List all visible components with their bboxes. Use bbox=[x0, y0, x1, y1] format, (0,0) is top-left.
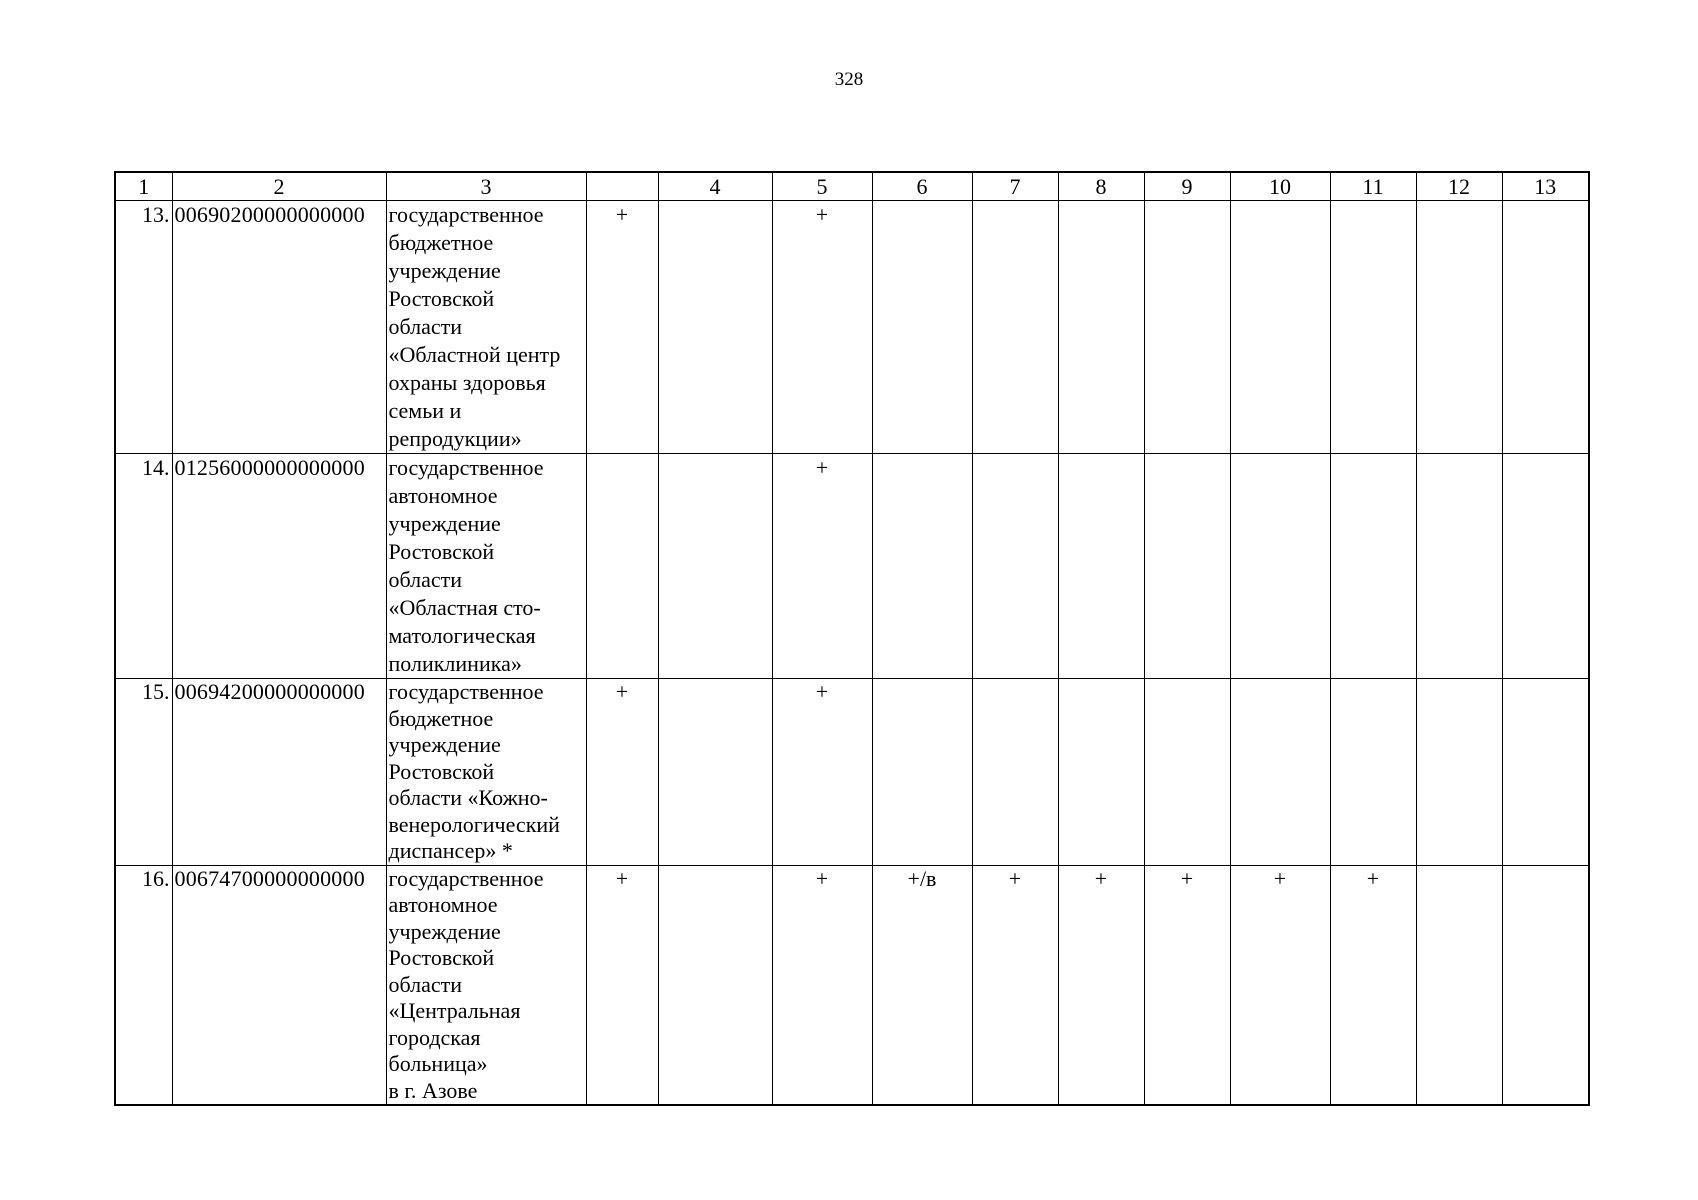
mark-cell: + bbox=[972, 865, 1058, 1105]
mark-cell: + bbox=[586, 201, 658, 454]
row-number: 13. bbox=[115, 201, 172, 454]
mark-cell bbox=[1416, 201, 1502, 454]
column-header: 7 bbox=[972, 172, 1058, 201]
mark-cell bbox=[1416, 679, 1502, 866]
column-header: 5 bbox=[772, 172, 872, 201]
column-header: 8 bbox=[1058, 172, 1144, 201]
mark-cell: + bbox=[1144, 865, 1230, 1105]
row-code: 00674700000000000 bbox=[172, 865, 386, 1105]
mark-cell bbox=[1230, 454, 1330, 679]
mark-cell bbox=[1502, 679, 1589, 866]
column-header bbox=[586, 172, 658, 201]
column-header: 4 bbox=[658, 172, 772, 201]
column-header: 10 bbox=[1230, 172, 1330, 201]
mark-cell: + bbox=[772, 865, 872, 1105]
mark-cell bbox=[658, 679, 772, 866]
mark-cell bbox=[1058, 454, 1144, 679]
mark-cell bbox=[1502, 454, 1589, 679]
mark-cell bbox=[1502, 865, 1589, 1105]
mark-cell: + bbox=[772, 201, 872, 454]
column-header: 2 bbox=[172, 172, 386, 201]
column-header: 6 bbox=[872, 172, 972, 201]
mark-cell bbox=[1230, 679, 1330, 866]
mark-cell: + bbox=[586, 865, 658, 1105]
mark-cell: + bbox=[586, 679, 658, 866]
row-number: 16. bbox=[115, 865, 172, 1105]
mark-cell bbox=[1416, 865, 1502, 1105]
mark-cell bbox=[1416, 454, 1502, 679]
mark-cell bbox=[1058, 201, 1144, 454]
mark-cell bbox=[1058, 679, 1144, 866]
mark-cell: + bbox=[1058, 865, 1144, 1105]
institution-name: государственное бюджетное учреждение Ростовской области «Областной центр охраны здоровья семьи и репродукции» bbox=[386, 201, 586, 454]
mark-cell bbox=[1230, 201, 1330, 454]
mark-cell bbox=[972, 679, 1058, 866]
table-header-row bbox=[115, 172, 1589, 201]
mark-cell bbox=[1330, 454, 1416, 679]
row-number: 14. bbox=[115, 454, 172, 679]
mark-cell bbox=[658, 454, 772, 679]
mark-cell: + bbox=[1230, 865, 1330, 1105]
column-header: 3 bbox=[386, 172, 586, 201]
mark-cell bbox=[872, 201, 972, 454]
row-code: 00694200000000000 bbox=[172, 679, 386, 866]
mark-cell bbox=[1144, 454, 1230, 679]
mark-cell bbox=[1330, 201, 1416, 454]
row-number: 15. bbox=[115, 679, 172, 866]
table-row bbox=[115, 679, 1589, 866]
institution-name: государственное бюджетное учреждение Ростовской области «Кожно- венерологический диспансер» * bbox=[386, 679, 586, 866]
mark-cell bbox=[972, 454, 1058, 679]
mark-cell: + bbox=[1330, 865, 1416, 1105]
table-row bbox=[115, 454, 1589, 679]
column-header: 11 bbox=[1330, 172, 1416, 201]
mark-cell bbox=[658, 865, 772, 1105]
row-code: 00690200000000000 bbox=[172, 201, 386, 454]
column-header: 12 bbox=[1416, 172, 1502, 201]
mark-cell bbox=[1144, 201, 1230, 454]
mark-cell bbox=[658, 201, 772, 454]
mark-cell bbox=[972, 201, 1058, 454]
mark-cell: +/в bbox=[872, 865, 972, 1105]
data-table bbox=[114, 171, 1590, 1106]
table-row bbox=[115, 865, 1589, 1105]
mark-cell bbox=[872, 454, 972, 679]
column-header: 1 bbox=[115, 172, 172, 201]
mark-cell bbox=[1330, 679, 1416, 866]
mark-cell bbox=[1144, 679, 1230, 866]
column-header: 9 bbox=[1144, 172, 1230, 201]
table-row bbox=[115, 201, 1589, 454]
page-number: 328 bbox=[834, 69, 864, 90]
column-header: 13 bbox=[1502, 172, 1589, 201]
institution-name: государственное автономное учреждение Ростовской области «Областная сто- матологическая поликлиника» bbox=[386, 454, 586, 679]
mark-cell: + bbox=[772, 454, 872, 679]
mark-cell bbox=[1502, 201, 1589, 454]
mark-cell bbox=[872, 679, 972, 866]
institution-name: государственное автономное учреждение Ростовской области «Центральная городская больница» в г. Азове bbox=[386, 865, 586, 1105]
row-code: 01256000000000000 bbox=[172, 454, 386, 679]
mark-cell: + bbox=[772, 679, 872, 866]
mark-cell bbox=[586, 454, 658, 679]
